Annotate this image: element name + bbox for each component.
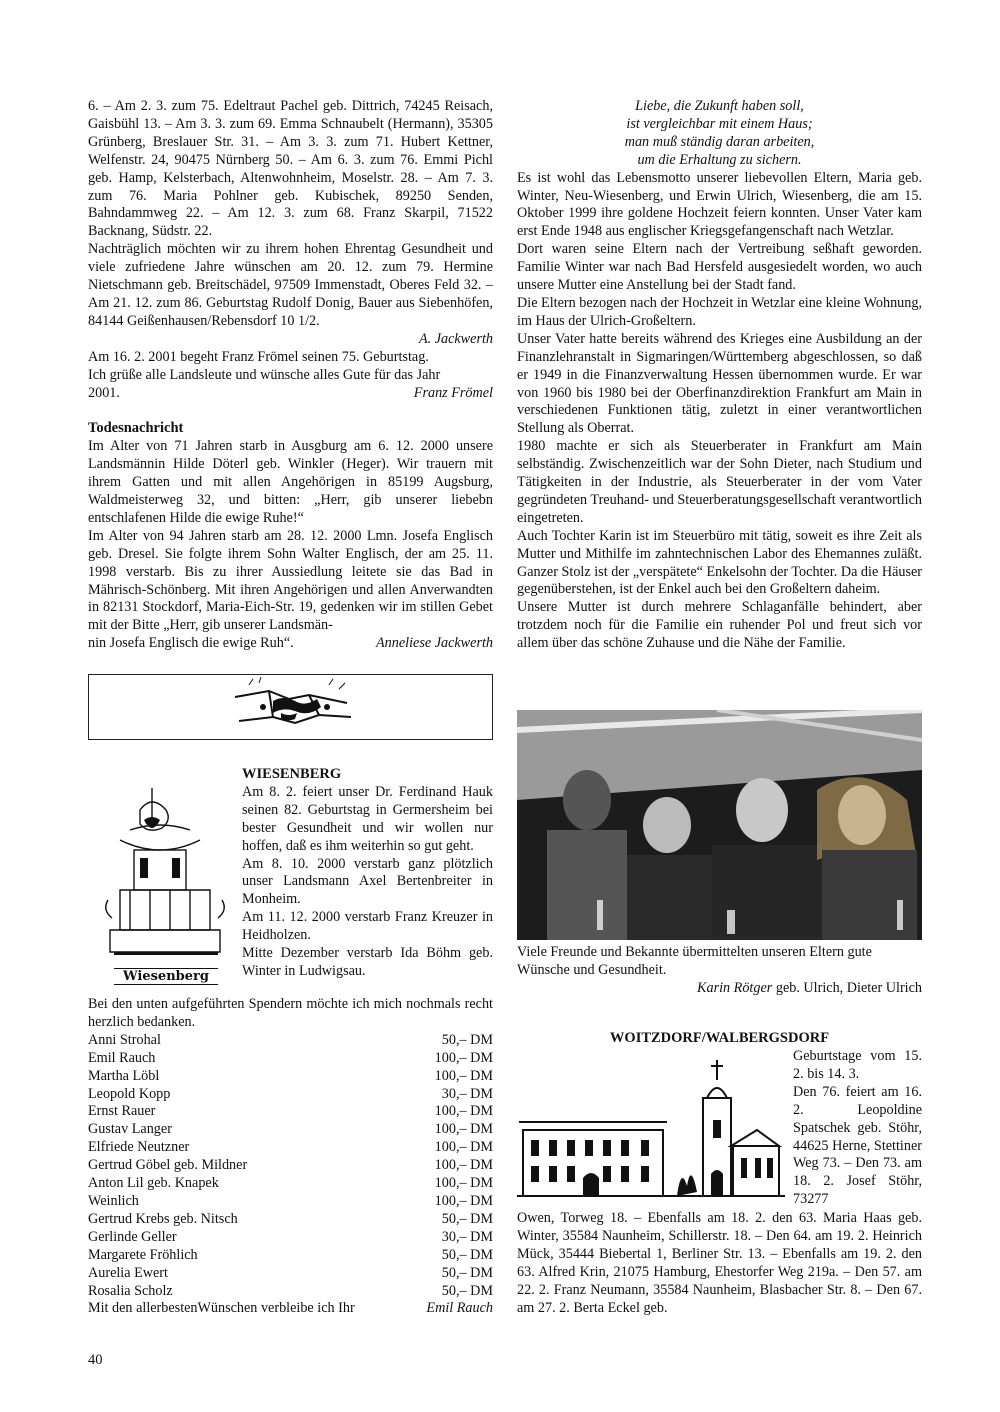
donor-row — [88, 1265, 493, 1283]
donor-name: Anni Strohal — [88, 1031, 161, 1048]
donor-amount: 50,– DM — [441, 1246, 493, 1263]
caption-signature — [517, 980, 922, 998]
donor-row — [88, 1086, 493, 1104]
left-column — [88, 98, 493, 653]
handshake-icon — [229, 677, 359, 737]
donor-closing-line — [88, 1300, 493, 1318]
woitzdorf-list-2: Owen, Torweg 18. – Ebenfalls am 18. 2. den 63. Maria Haas geb. Winter, 35584 Naunheim, Schillerstr. 18. – Den 64. am 19. 2. Heinrich Mück, 35444 Biebertal 1, Berliner Str. 13. – Ebenfalls am 19. 2. den 63. Alfred Krin, 21075 Hamburg, Ehestorfer Weg 219a. – Den 57. am 22. 2. Franz Neumann, 35584 Naunheim, Blasbacher Str. 8. – Den 67. am 27. 2. Berta Eckel geb. — [517, 1210, 922, 1316]
donors-intro: Bei den unten aufgeführten Spendern möchte ich mich nochmals recht herzlich bedanken. — [88, 996, 493, 1030]
donor-name: Ernst Rauer — [88, 1103, 156, 1120]
page-number: 40 — [88, 1352, 103, 1368]
donor-closing: Mit den allerbestenWünschen verbleibe ich Ihr — [88, 1300, 355, 1317]
donor-row — [88, 1283, 493, 1301]
donor-amount: 100,– DM — [434, 1103, 493, 1120]
donor-amount: 100,– DM — [434, 1067, 493, 1084]
donor-row — [88, 1139, 493, 1157]
village-church-icon — [517, 1050, 785, 1200]
donor-row — [88, 1103, 493, 1121]
crest-label: Wiesenberg — [114, 968, 218, 985]
death-notice-2: Im Alter von 94 Jahren starb am 28. 12. 2000 Lmn. Josefa Englisch geb. Dresel. Sie folgte ihrem Sohn Walter Englisch, der am 25. 11. 1998 verstarb. Bis zu ihrer Aussiedlung leitete sie das Bad in Mährisch-Schönberg. Mit ihren Angehörigen und allen Anverwandten in 82131 Stockdorf, Maria-Eich-Str. 19, gedenken wir im stillen Gebet mit der Bitte „Herr, gib unserer Landsmän- — [88, 527, 493, 634]
donor-amount: 100,– DM — [434, 1049, 493, 1066]
woitzdorf-village-picture — [517, 1050, 785, 1200]
woitzdorf-list-1: Den 76. feiert am 16. 2. Leopoldine Spatschek geb. Stöhr, 44625 Herne, Stettiner Weg 73. – Den 73. am 18. 2. Josef Stöhr, 73277 — [793, 1083, 922, 1208]
family-photo-image — [517, 710, 922, 940]
donor-row — [88, 1175, 493, 1193]
donor-name: Gertrud Krebs geb. Nitsch — [88, 1210, 238, 1227]
woitzdorf-dates: Geburtstage vom 15. 2. bis 14. 3. — [793, 1048, 922, 1082]
donor-amount: 100,– DM — [434, 1175, 493, 1192]
wedding-para-3: Die Eltern bezogen nach der Hochzeit in Wetzlar eine kleine Wohnung, im Haus der Ulrich-Großeltern. — [517, 294, 922, 329]
donor-amount: 50,– DM — [441, 1282, 493, 1299]
donor-name: Margarete Fröhlich — [88, 1246, 198, 1263]
donor-row — [88, 1193, 493, 1211]
signature-karin: Karin Rötger — [697, 979, 773, 996]
signature-froemel: Franz Frömel — [413, 384, 493, 401]
signature-rest: geb. Ulrich, Dieter Ulrich — [775, 979, 922, 996]
birthday-list-2: Nachträglich möchten wir zu ihrem hohen Ehrentag Gesundheit und viele zufriedene Jahre wünschen am 20. 12. zum 79. Hermine Nietschmann geb. Breitschädel, 97509 Immenstadt, Oberes Feld 32. – Am 21. 12. zum 86. Geburtstag Rudolf Donig, Bauer aus Siebenhöfen, 84144 Geißenhausen/Rebensdorf 10 1/2. — [88, 241, 493, 329]
donor-amount: 100,– DM — [434, 1121, 493, 1138]
donor-row — [88, 1157, 493, 1175]
wedding-para-6: Auch Tochter Karin ist im Steuerbüro mit tätig, soweit es ihre Zeit als Mutter und Mithilfe im zahntechnischen Labor des Ehemannes zuläßt. Ganzer Stolz ist der „verspätete“ Enkelsohn der Tochter. Da die Häuser gegenüberstehen, ist der Enkel auch bei den Großeltern daheim. — [517, 527, 922, 598]
donor-name: Emil Rauch — [88, 1049, 156, 1066]
donor-name: Gerlinde Geller — [88, 1228, 177, 1245]
donor-section — [88, 996, 493, 1318]
handshake-banner — [88, 674, 493, 740]
donor-row — [88, 1229, 493, 1247]
wiesenberg-kreuzer: Am 11. 12. 2000 verstarb Franz Kreuzer in Heidholzen. — [242, 909, 493, 944]
photo-caption-block — [517, 944, 922, 998]
donor-row — [88, 1050, 493, 1068]
donor-name: Leopold Kopp — [88, 1085, 171, 1102]
donor-amount: 100,– DM — [434, 1192, 493, 1209]
wedding-para-7: Unsere Mutter ist durch mehrere Schlaganfälle behindert, aber trotzdem noch für die Familie ein ruhender Pol und freut sich vor allem über das schöne Zuhause und die Nähe der Familie. — [517, 599, 922, 652]
poem-line-3: man muß ständig daran arbeiten, — [624, 133, 815, 150]
wiesenberg-crest — [100, 780, 230, 990]
wedding-para-5: 1980 machte er sich als Steuerberater in Frankfurt am Main selbständig. Zwischenzeitlich war der Sohn Dieter, nach Studium und Tätigkeiten in der Industrie, als Steuerberater in der vom Vater gegründeten Treuhand- und Steuerberatungsgesellschaft verantwortlich eingetreten. — [517, 438, 923, 526]
poem-line-2: ist vergleichbar mit einem Haus; — [626, 115, 813, 132]
froemel-sigline — [88, 385, 493, 403]
donor-name: Rosalia Scholz — [88, 1282, 173, 1299]
donor-row — [88, 1247, 493, 1265]
wedding-para-1: Es ist wohl das Lebensmotto unserer liebevollen Eltern, Maria geb. Winter, Neu-Wiesenberg, und Erwin Ulrich, Wiesenberg, die am 15. Oktober 1999 ihre goldene Hochzeit feiern konnten. Unser Vater kam erst Ende 1948 aus englischer Kriegsgefangenschaft nach Wetzlar. — [517, 169, 922, 240]
signature-jackwerth: A. Jackwerth — [418, 330, 493, 347]
fountain-crest-icon — [100, 780, 230, 990]
wedding-para-2: Dort waren seine Eltern nach der Vertreibung seßhaft geworden. Familie Winter war nach Bad Hersfeld ausgesiedelt worden, wo auch unsere Mutter eine Anstellung bei der Stadt fand. — [517, 241, 922, 294]
donor-name: Elfriede Neutzner — [88, 1139, 190, 1156]
section-title-wiesenberg: WIESENBERG — [242, 766, 342, 782]
woitzdorf-full-text — [517, 1210, 922, 1317]
family-photo — [517, 710, 922, 940]
donor-list — [88, 1032, 493, 1301]
wiesenberg-hauk: Am 8. 2. feiert unser Dr. Ferdinand Hauk seinen 82. Geburtstag in Germersheim bei bester Gesundheit und wir wollen nur hoffen, daß es ihm weiterhin so gut geht. — [242, 783, 493, 854]
poem — [517, 98, 922, 170]
donor-name: Anton Lil geb. Knapek — [88, 1175, 219, 1192]
wedding-para-4: Unser Vater hatte bereits während des Krieges eine Ausbildung an der Finanzlehranstalt in Sigmaringen/Württemberg abgeschlossen, so daß er 1949 in die Finanzverwaltung Hessen übernommen wurde. Er war von 1960 bis 1980 bei der Oberfinanzdirektion Frankfurt am Main in verschiedenen Funktionen tätig, zuletzt in einer verantwortlichen Stellung als Oberrat. — [517, 330, 922, 437]
donor-amount: 100,– DM — [434, 1157, 493, 1174]
wiesenberg-bertenbreiter: Am 8. 10. 2000 verstarb ganz plötzlich unser Landsmann Axel Bertenbreiter in Monheim. — [242, 855, 493, 908]
froemel-birthday: Am 16. 2. 2001 begeht Franz Frömel seinen 75. Geburtstag. — [88, 348, 429, 365]
death-notice-sigline — [88, 635, 493, 653]
death-notice-2-end: nin Josefa Englisch die ewige Ruh“. — [88, 635, 294, 652]
froemel-greeting: Ich grüße alle Landsleute und wünsche alles Gute für das Jahr — [88, 366, 441, 383]
wiesenberg-section — [242, 766, 493, 981]
froemel-year: 2001. — [88, 384, 120, 401]
donor-amount: 50,– DM — [441, 1031, 493, 1048]
donor-name: Martha Löbl — [88, 1067, 160, 1084]
donor-name: Gertrud Göbel geb. Mildner — [88, 1157, 248, 1174]
signature-emil-rauch: Emil Rauch — [426, 1300, 493, 1317]
donor-amount: 50,– DM — [441, 1210, 493, 1227]
signature-anneliese: Anneliese Jackwerth — [376, 635, 493, 652]
section-title-todesnachricht: Todesnachricht — [88, 420, 184, 437]
photo-caption: Viele Freunde und Bekannte übermittelten unseren Eltern gute Wünsche und Gesundheit. — [517, 944, 872, 978]
donor-row — [88, 1121, 493, 1139]
death-notice-1: Im Alter von 71 Jahren starb in Ausgburg am 6. 12. 2000 unsere Landsmännin Hilde Döterl geb. Winkler (Heger). Wir trauern mit ihrem Gatten und mit allen Angehörigen in 85199 Augsburg, Waldmeisterweg 32, und bitten: „Herr, gib unserer liebebn entschlafenen Hilde die ewige Ruhe!“ — [88, 438, 493, 526]
donor-amount: 100,– DM — [434, 1139, 493, 1156]
donor-name: Aurelia Ewert — [88, 1264, 168, 1281]
section-title-woitzdorf: WOITZDORF/WALBERGSDORF — [609, 1030, 830, 1046]
poem-line-1: Liebe, die Zukunft haben soll, — [635, 98, 804, 114]
donor-amount: 30,– DM — [441, 1228, 493, 1245]
donor-name: Gustav Langer — [88, 1121, 172, 1138]
donor-amount: 50,– DM — [441, 1264, 493, 1281]
donor-row — [88, 1068, 493, 1086]
woitzdorf-side-text — [793, 1048, 922, 1209]
wiesenberg-boehm: Mitte Dezember verstarb Ida Böhm geb. Winter in Ludwigsau. — [242, 945, 493, 979]
donor-row — [88, 1211, 493, 1229]
right-column — [517, 98, 922, 653]
poem-line-4: um die Erhaltung zu sichern. — [637, 151, 802, 168]
birthday-list-1: 6. – Am 2. 3. zum 75. Edeltraut Pachel geb. Dittrich, 74245 Reisach, Gaisbühl 13. – Am 3. 3. zum 69. Emma Schnaubelt (Hermann), 35305 Grünberg, Breslauer Str. 31. – Am 3. 3. zum 71. Hubert Kettner, Welfenstr. 24, 90475 Nürnberg 50. – Am 6. 3. zum 76. Emmi Pichl geb. Hamp, Kelsterbach, Altenwohnheim, Moselstr. 28. – Am 7. 3. zum 76. Maria Pohlner geb. Kubischek, 89250 Senden, Bahndammweg 22. – Am 12. 3. zum 68. Franz Skarpil, 71522 Backnang, Südstr. 22. — [88, 98, 493, 240]
donor-amount: 30,– DM — [441, 1085, 493, 1102]
donor-row — [88, 1032, 493, 1050]
donor-name: Weinlich — [88, 1192, 139, 1209]
